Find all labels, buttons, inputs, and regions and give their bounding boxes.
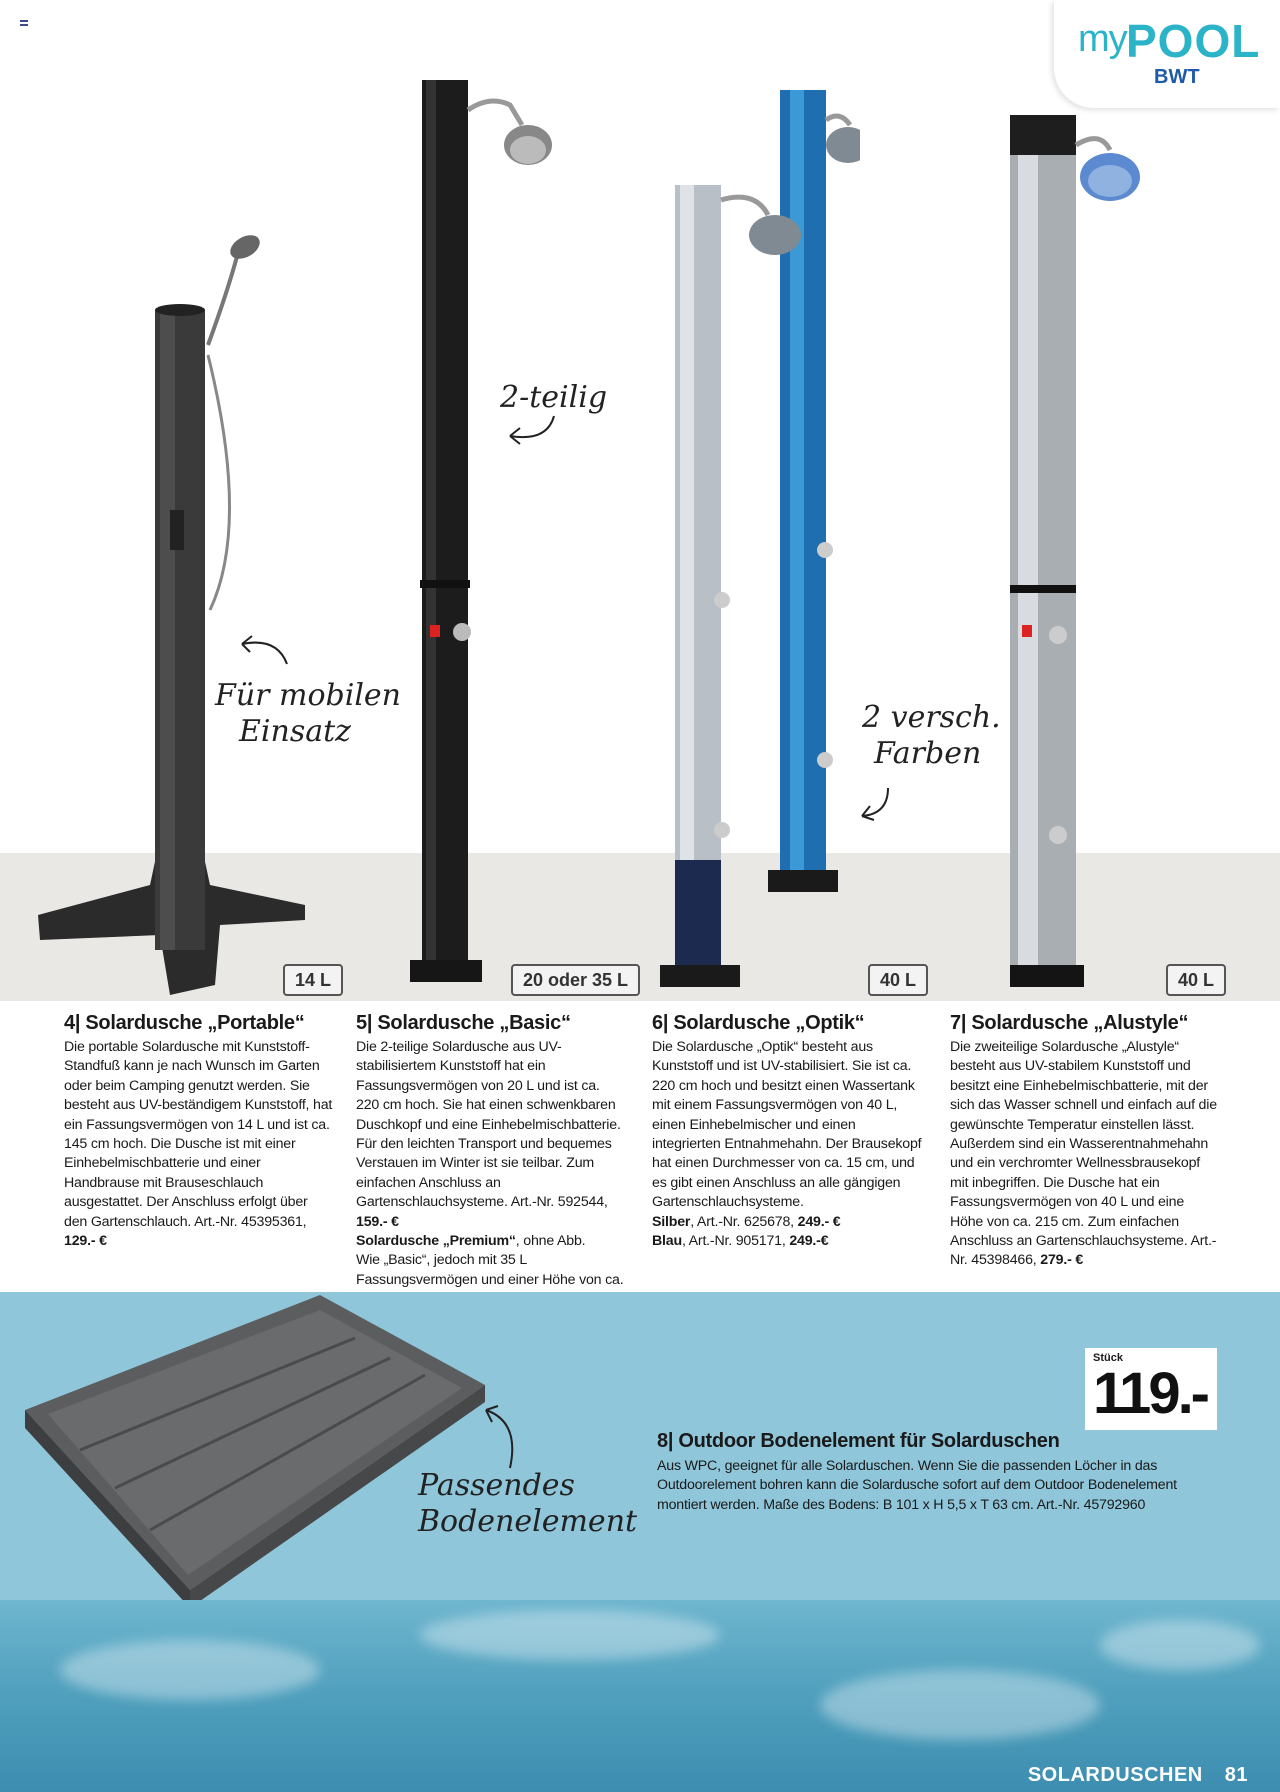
product-alustyle [950, 1010, 1220, 1271]
corner-mark [20, 20, 28, 26]
variant-blue-art: , Art.-Nr. 905171, [681, 1233, 790, 1250]
water-reflection [820, 1670, 1100, 1740]
price-value: 119.- [1093, 1361, 1207, 1426]
footer-section: SOLARDUSCHEN [1027, 1764, 1203, 1786]
floor-element-description: Aus WPC, geeignet für alle Solarduschen. Wenn Sie die passenden Löcher in das Outdoorelement bohren kann die Solardusche sofort auf dem Outdoor Bodenelement montiert werden. Maße des Bodens: B 101 x H 5,5 x T 63 cm. Art.-Nr. 45792960 [657, 1458, 1177, 1513]
product-optik [652, 1010, 922, 1251]
mobile-arrow-icon [232, 632, 292, 668]
product-extra-name: Solardusche „Premium“ [356, 1233, 516, 1250]
two-part-arrow-icon [502, 412, 562, 448]
floor-annotation [418, 1468, 637, 1540]
page-footer [1028, 1764, 1248, 1787]
product-title: 7| Solardusche „Alustyle“ [950, 1012, 1189, 1034]
product-description [652, 1038, 922, 1251]
product-description [356, 1038, 626, 1329]
floor-element-title: 8| Outdoor Bodenelement für Solarduschen [657, 1430, 1060, 1452]
capacity-badge-portable: 14 L [283, 964, 343, 996]
product-extra-note: , ohne Abb. [515, 1233, 586, 1250]
mobile-annotation-line2: Einsatz [239, 714, 351, 749]
price-unit: Stück [1093, 1352, 1123, 1364]
capacity-badge-optik: 40 L [868, 964, 928, 996]
floor-arrow-icon [480, 1402, 530, 1472]
water-reflection [1100, 1620, 1260, 1670]
product-text: Die 2-teilige Solardusche aus UV-stabilisiertem Kunststoff hat ein Fassungsvermögen von 20 L und ist ca. 220 cm hoch. Sie hat einen schwenkbaren Duschkopf und eine Einhebelmischbatterie. Für den leichten Transport und bequemes Verstauen im Winter ist sie teilbar. Zum einfachen Anschluss an Gartenschlauchsysteme. [356, 1039, 621, 1211]
product-art-number: Art.-Nr. 45398466, [950, 1233, 1217, 1269]
product-title: 5| Solardusche „Basic“ [356, 1012, 571, 1034]
variant-blue-name: Blau [652, 1233, 682, 1250]
product-title: 6| Solardusche „Optik“ [652, 1012, 865, 1034]
product-text: Die zweiteilige Solardusche „Alustyle“ besteht aus UV-stabilem Kunststoff und besitzt eine Einhebelmischbatterie, mit der sich das Wasser schnell und einfach auf die gewünschte Temperatur einstellen lässt. Außerdem sind ein Wasserentnahmehahn und ein verchromter Wellnessbrausekopf mit inbegriffen. Die Dusche hat ein Fassungsvermögen von 40 L und eine Höhe von ca. 215 cm. Zum einfachen Anschluss an Gartenschlauchsysteme. [950, 1039, 1217, 1250]
product-description [950, 1038, 1220, 1271]
colors-annotation [862, 700, 1001, 772]
colors-arrow-icon [856, 784, 896, 824]
basic-shower-image [410, 80, 560, 1000]
capacity-badge-alustyle: 40 L [1166, 964, 1226, 996]
variant-blue-price: 249.-€ [789, 1233, 829, 1250]
two-part-annotation: 2-teilig [500, 380, 608, 415]
variant-silver-price: 249.- € [797, 1213, 841, 1230]
product-extra-text: Wie „Basic“, jedoch mit 35 L Fassungsvermögen und einer Höhe von ca. [356, 1252, 624, 1288]
product-title: 4| Solardusche „Portable“ [64, 1012, 305, 1034]
variant-silver-name: Silber [652, 1213, 691, 1230]
portable-shower-image [30, 225, 310, 995]
floor-annotation-line1: Passendes [418, 1468, 575, 1503]
product-description [64, 1038, 334, 1251]
product-text: Die Solardusche „Optik“ besteht aus Kunststoff und ist UV-stabilisiert. Sie ist ca. 220 cm hoch und besitzt einen Wassertank mit einem Fassungsvermögen von 40 L, einen Einhebelmischer und einen integrierten Entnahmehahn. Der Brausekopf hat einen Durchmesser von ca. 15 cm, und es gibt einen Anschluss an alle gängigen Gartenschlauchsysteme. [652, 1039, 922, 1211]
logo-my: my [1078, 18, 1127, 60]
footer-page-number: 81 [1224, 1764, 1248, 1786]
water-reflection [420, 1610, 720, 1660]
colors-annotation-line2: Farben [874, 736, 982, 771]
logo-pool: POOL [1126, 15, 1261, 67]
product-price: 159.- € [356, 1213, 399, 1230]
product-portable [64, 1010, 334, 1251]
mypool-logo [1054, 0, 1280, 108]
water-reflection [60, 1640, 320, 1700]
price-tag [1085, 1348, 1217, 1430]
floor-annotation-line2: Bodenelement [418, 1504, 638, 1539]
floor-element-image [20, 1290, 490, 1620]
optik-shower-image [650, 90, 860, 1000]
logo-bwt: BWT [1154, 66, 1200, 88]
product-text: Die portable Solardusche mit Kunststoff-Standfuß kann je nach Wunsch im Garten oder beim Camping genutzt werden. Sie besteht aus UV-beständigem Kunststoff, hat ein Fassungsvermögen von 14 L und ist ca. 145 cm hoch. Die Dusche ist mit einer Einhebelmischbatterie und einer Handbrause mit Brauseschlauch ausgestattet. Der Anschluss erfolgt über den Gartenschlauch. [64, 1039, 333, 1230]
product-art-number: Art.-Nr. 592544, [510, 1194, 608, 1211]
product-basic [356, 1010, 626, 1329]
product-art-number: Art.-Nr. 45395361, [194, 1213, 307, 1230]
product-price: 129.- € [64, 1233, 107, 1250]
mobile-annotation-line1: Für mobilen [215, 678, 401, 713]
alustyle-shower-image [1010, 115, 1160, 995]
mobile-annotation [215, 678, 401, 750]
colors-annotation-line1: 2 versch. [862, 700, 1001, 735]
variant-silver-art: , Art.-Nr. 625678, [690, 1213, 798, 1230]
product-price: 279.- € [1040, 1252, 1084, 1269]
capacity-badge-basic: 20 oder 35 L [511, 964, 640, 996]
